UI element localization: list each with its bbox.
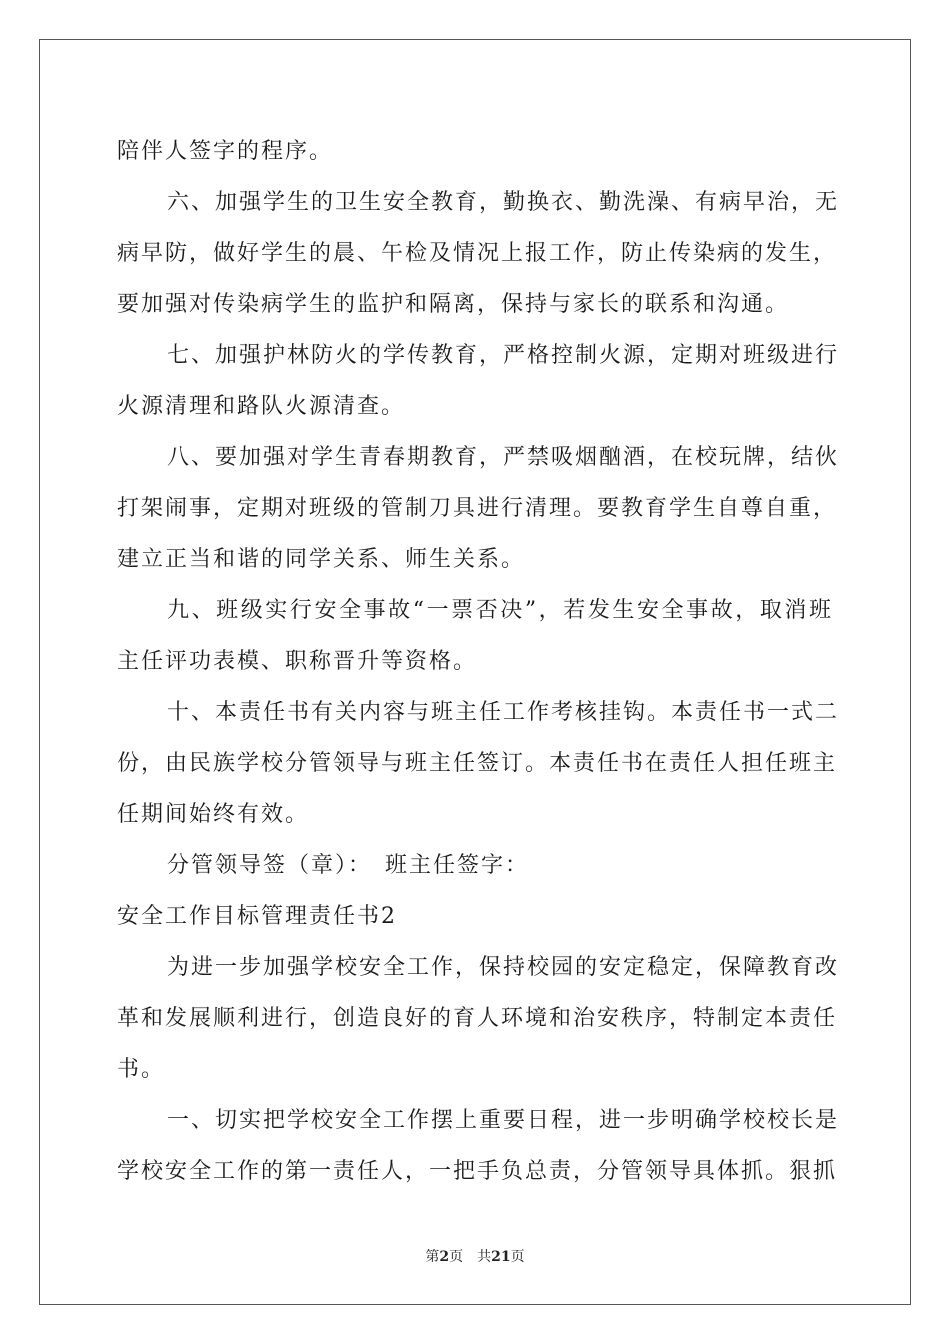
text-line: 八、要加强对学生青春期教育，严禁吸烟酗酒，在校玩牌，结伙 [167, 445, 840, 470]
text-line: 十、本责任书有关内容与班主任工作考核挂钩。本责任书一式二 [167, 700, 840, 725]
text-line: 为进一步加强学校安全工作，保持校园的安定稳定，保障教育改 [167, 955, 840, 980]
footer-current-page: 2 [439, 1249, 450, 1265]
text-line: 病早防，做好学生的晨、午检及情况上报工作，防止传染病的发生， [117, 241, 838, 266]
text-line: 任期间始终有效。 [117, 802, 310, 827]
document-body [117, 126, 840, 1197]
text-line: 打架闹事，定期对班级的管制刀具进行清理。要教育学生自尊自重， [117, 496, 838, 521]
text-line: 安全工作目标管理责任书2 [117, 904, 397, 929]
text-line: 书。 [117, 1057, 166, 1082]
footer-suffix: 页 [510, 1249, 525, 1265]
text-line: 建立正当和谐的同学关系、师生关系。 [117, 547, 526, 572]
text-line: 学校安全工作的第一责任人，一把手负总责，分管领导具体抓。狠抓 [117, 1159, 838, 1184]
text-line: 要加强对传染病学生的监护和隔离，保持与家长的联系和沟通。 [117, 292, 790, 317]
footer-total-pages: 21 [491, 1249, 511, 1265]
text-line: 火源清理和路队火源清查。 [117, 394, 406, 419]
text-line: 主任评功表模、职称晋升等资格。 [117, 649, 478, 674]
footer-middle: 页 共 [449, 1249, 492, 1265]
text-line: 陪伴人签字的程序。 [117, 139, 334, 164]
page-footer [0, 1246, 950, 1266]
text-line: 份，由民族学校分管领导与班主任签订。本责任书在责任人担任班主 [117, 751, 838, 776]
text-line: 九、班级实行安全事故“一票否决”，若发生安全事故，取消班 [167, 598, 833, 623]
footer-prefix: 第 [425, 1249, 440, 1265]
text-line: 分管领导签（章）： 班主任签字： [167, 853, 530, 878]
text-line: 一、切实把学校安全工作摆上重要日程，进一步明确学校校长是 [167, 1108, 840, 1133]
text-line: 六、加强学生的卫生安全教育，勤换衣、勤洗澡、有病早治，无 [167, 190, 840, 215]
text-line: 革和发展顺利进行，创造良好的育人环境和治安秩序，特制定本责任 [117, 1006, 838, 1031]
text-line: 七、加强护林防火的学传教育，严格控制火源，定期对班级进行 [167, 343, 840, 368]
